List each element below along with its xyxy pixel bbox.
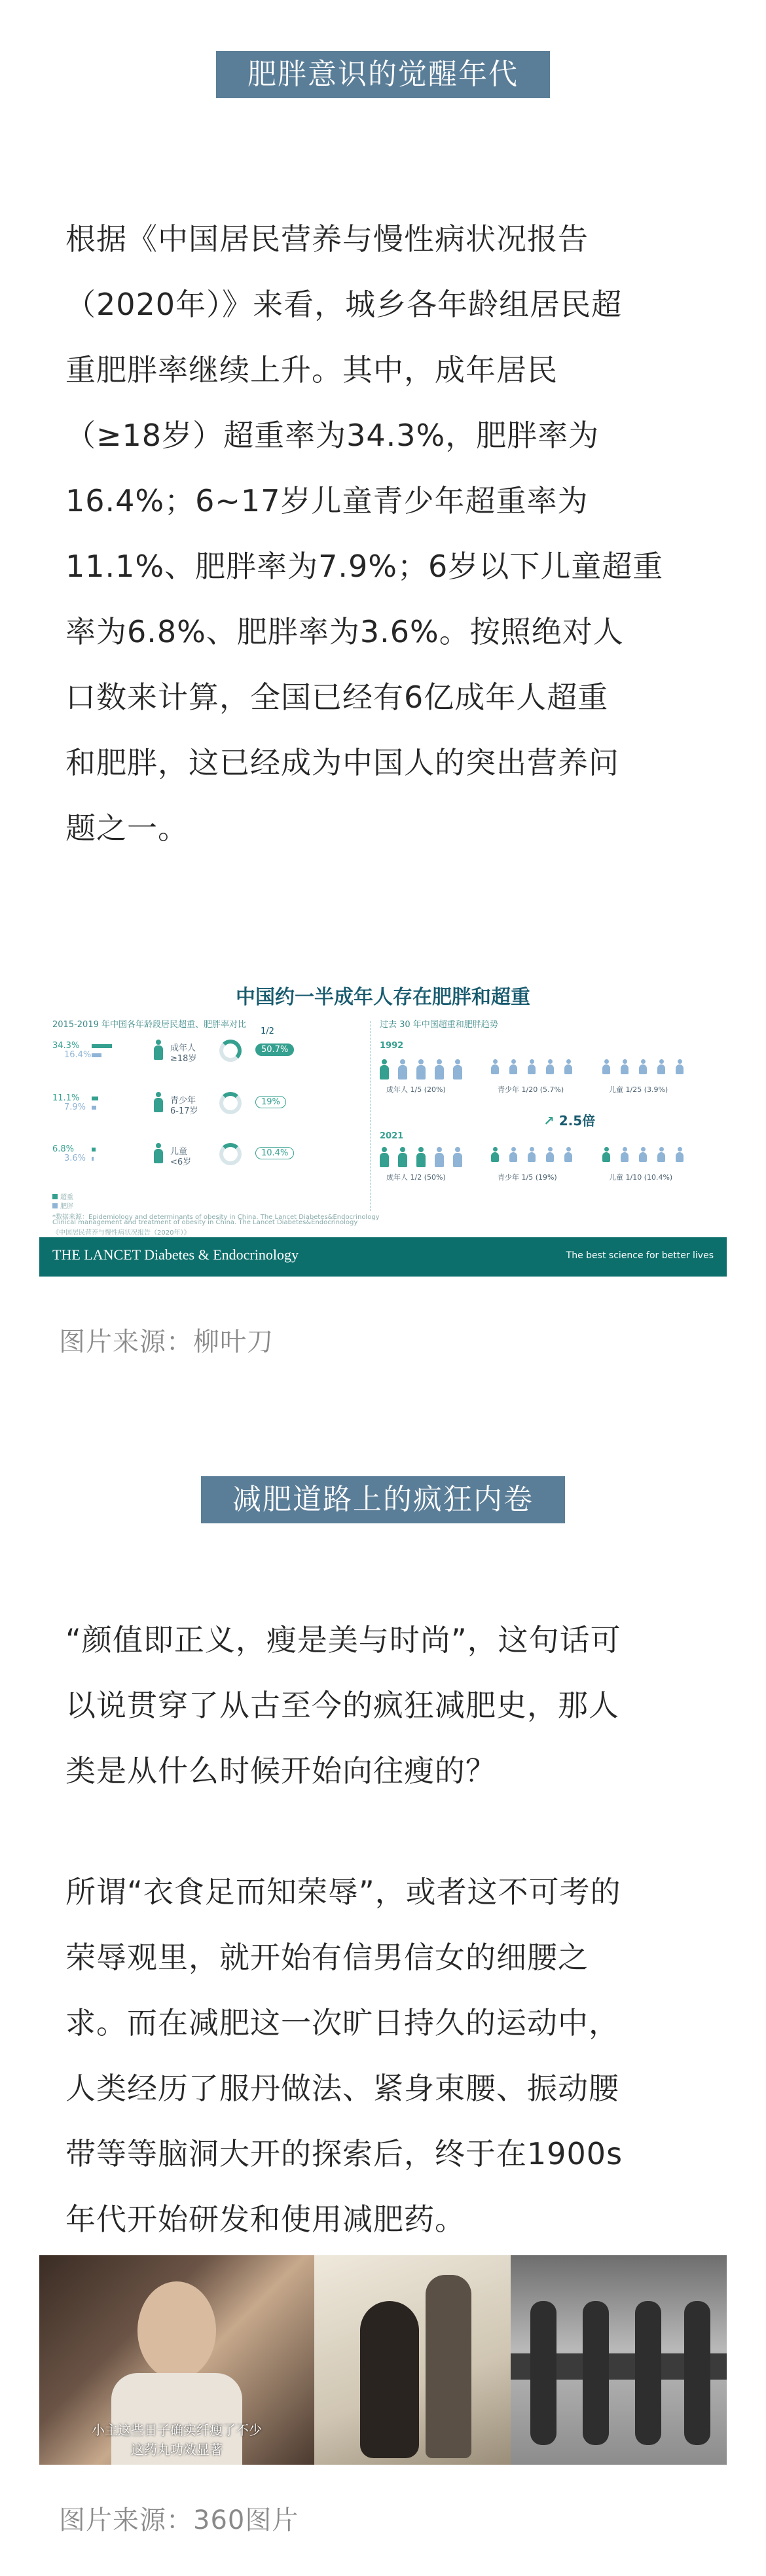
combined-rate-pill: 50.7% (255, 1043, 294, 1056)
person-icon (154, 1092, 163, 1113)
growth-value: 2.5倍 (558, 1113, 596, 1129)
section-heading-2-text: 减肥道路上的疯狂内卷 (201, 1476, 565, 1523)
obese-bar (92, 1157, 94, 1161)
person-icon (398, 1147, 407, 1168)
paragraph-line: 和肥胖，这已经成为中国人的突出营养问 (65, 745, 619, 780)
paragraph-line: 根据《中国居民营养与慢性病状况报告 (65, 221, 589, 257)
person-icon (154, 1143, 163, 1164)
group-age: 6-17岁 (170, 1106, 198, 1116)
photo-vibration-belt (511, 2255, 727, 2465)
corset-figure (360, 2301, 419, 2458)
person-icon (380, 1059, 389, 1080)
person-icon (154, 1040, 163, 1061)
lancet-tagline: The best science for better lives (566, 1250, 714, 1261)
paragraph-line: 口数来计算，全国已经有6亿成年人超重 (65, 680, 609, 715)
person-icon (546, 1147, 555, 1163)
paragraph-line: 16.4%；6~17岁儿童青少年超重率为 (65, 483, 589, 518)
year-2021: 2021 (380, 1131, 404, 1141)
group-age: <6岁 (170, 1157, 192, 1167)
rate-ring (219, 1092, 242, 1114)
photo-corset-illustration (314, 2255, 511, 2465)
person-icon (416, 1059, 426, 1080)
person-icon (435, 1059, 444, 1080)
trend-label: 青少年 1/20 (5.7%) (498, 1085, 564, 1094)
growth-arrow-icon: ↗ (543, 1113, 555, 1129)
person-icon (398, 1059, 407, 1080)
infographic-title: 中国约一半成年人存在肥胖和超重 (236, 986, 530, 1009)
paragraph-line: 题之一。 (65, 810, 189, 846)
paragraph-line: 所谓“衣食足而知荣辱”，或者这不可考的 (65, 1874, 621, 1910)
paragraph-line: 类是从什么时候开始向往瘦的？ (65, 1753, 496, 1788)
section-heading-1 (0, 51, 766, 98)
person-icon (621, 1147, 630, 1163)
section-heading-1-text: 肥胖意识的觉醒年代 (216, 51, 550, 98)
overweight-bar (92, 1148, 96, 1152)
paragraph-line: 人类经历了服丹做法、紧身束腰、振动腰 (65, 2071, 619, 2106)
person-icon (639, 1147, 648, 1163)
obese-rate: 3.6% (64, 1153, 86, 1163)
paragraph-diet-methods (65, 1859, 701, 2252)
group-name: 青少年 (170, 1096, 196, 1106)
obese-bar (92, 1106, 96, 1110)
overweight-rate: 34.3% (52, 1041, 80, 1051)
group-name: 成年人 (170, 1043, 196, 1053)
growth-label (543, 1110, 595, 1129)
footnote-2: Clinical management and treatment of obesity in China. The Lancet Diabetes&Endocrinology (52, 1219, 358, 1226)
person-icon (602, 1059, 611, 1075)
trend-label: 青少年 1/5 (19%) (498, 1173, 557, 1182)
person-icon (491, 1147, 500, 1163)
paragraph-line: （≥18岁）超重率为34.3%，肥胖率为 (65, 418, 600, 453)
group-name: 儿童 (170, 1147, 188, 1157)
photo-subtitle-1: 小主这些日子确实纤瘦了不少 (92, 2422, 262, 2438)
infographic-left-subtitle: 2015-2019 年中国各年龄段居民超重、肥胖率对比 (52, 1020, 246, 1030)
paragraph-line: 以说贯穿了从古至今的疯狂减肥史，那人 (65, 1688, 619, 1723)
footnote-1: *数据来源：Epidemiology and determinants of obesity in China. The Lancet Diabetes&Endocrinology (52, 1214, 380, 1221)
paragraph-line: 11.1%、肥胖率为7.9%；6岁以下儿童超重 (65, 549, 664, 584)
image-caption-2: 图片来源：360图片 (59, 2505, 299, 2535)
overweight-rate: 6.8% (52, 1144, 75, 1154)
overweight-bar (92, 1097, 98, 1100)
person-icon (564, 1059, 574, 1075)
lancet-band (39, 1237, 727, 1277)
infographic-divider (370, 1021, 371, 1211)
legend-overweight: 超重 (52, 1191, 73, 1201)
person-icon (657, 1059, 666, 1075)
person-icon (435, 1147, 444, 1168)
infographic-right-subtitle: 过去 30 年中国超重和肥胖趋势 (380, 1020, 498, 1030)
lancet-infographic (39, 975, 727, 1277)
person-icon (657, 1147, 666, 1163)
person-icon (639, 1059, 648, 1075)
obese-rate: 16.4% (64, 1050, 92, 1060)
image-caption-1: 图片来源：柳叶刀 (59, 1327, 274, 1357)
person-icon (528, 1059, 537, 1075)
trend-label: 儿童 1/25 (3.9%) (609, 1085, 668, 1094)
person-icon (546, 1059, 555, 1075)
woman-figure-2 (583, 2301, 609, 2445)
trend-label: 成年人 1/5 (20%) (386, 1085, 446, 1094)
person-icon (602, 1147, 611, 1163)
person-icon (676, 1147, 685, 1163)
legend-obese: 肥胖 (52, 1201, 73, 1210)
person-icon (528, 1147, 537, 1163)
overweight-bar (92, 1044, 112, 1048)
paragraph-line: 重肥胖率继续上升。其中，成年居民 (65, 352, 558, 388)
person-icon (416, 1147, 426, 1168)
person-icon (491, 1059, 500, 1075)
trend-label: 成年人 1/2 (50%) (386, 1173, 446, 1182)
rate-ring (219, 1040, 242, 1062)
person-icon (564, 1147, 574, 1163)
person-icon (621, 1059, 630, 1075)
photo-subtitle-2: 这药丸功效显著 (131, 2442, 223, 2458)
combined-rate-pill: 19% (255, 1096, 286, 1108)
face-shape (137, 2281, 216, 2380)
paragraph-line: 求。而在减肥这一次旷日持久的运动中， (65, 2005, 619, 2041)
person-icon (509, 1059, 519, 1075)
paragraph-thin-history (65, 1607, 701, 1804)
lancet-logo-text: THE LANCET Diabetes & Endocrinology (52, 1246, 299, 1263)
person-icon (676, 1059, 685, 1075)
half-note: 1/2 (261, 1026, 274, 1036)
paragraph-line: 带等等脑洞大开的探索后，终于在1900s (65, 2136, 623, 2171)
person-icon (453, 1059, 462, 1080)
paragraph-line: 率为6.8%、肥胖率为3.6%。按照绝对人 (65, 614, 624, 649)
footnote-3: 《中国居民营养与慢性病状况报告（2020年）》 (52, 1229, 191, 1237)
woman-figure-3 (635, 2301, 661, 2445)
trend-label: 儿童 1/10 (10.4%) (609, 1173, 673, 1182)
intro-paragraph (65, 206, 701, 861)
woman-figure-1 (530, 2301, 556, 2445)
person-icon (453, 1147, 462, 1168)
paragraph-line: 荣辱观里，就开始有信男信女的细腰之 (65, 1940, 589, 1975)
overweight-rate: 11.1% (52, 1093, 80, 1103)
second-figure (426, 2275, 471, 2458)
obese-rate: 7.9% (64, 1102, 86, 1112)
year-1992: 1992 (380, 1041, 404, 1051)
section-heading-2 (0, 1476, 766, 1523)
woman-figure-4 (684, 2301, 710, 2445)
combined-rate-pill: 10.4% (255, 1147, 294, 1159)
photo-drama-still (39, 2255, 314, 2465)
paragraph-line: “颜值即正义，瘦是美与时尚”，这句话可 (65, 1622, 621, 1658)
person-icon (509, 1147, 519, 1163)
group-age: ≥18岁 (170, 1054, 197, 1064)
rate-ring (219, 1143, 242, 1165)
person-icon (380, 1147, 389, 1168)
paragraph-line: （2020年）》来看，城乡各年龄组居民超 (65, 287, 623, 322)
obese-bar (92, 1053, 101, 1057)
paragraph-line: 年代开始研发和使用减肥药。 (65, 2202, 465, 2237)
